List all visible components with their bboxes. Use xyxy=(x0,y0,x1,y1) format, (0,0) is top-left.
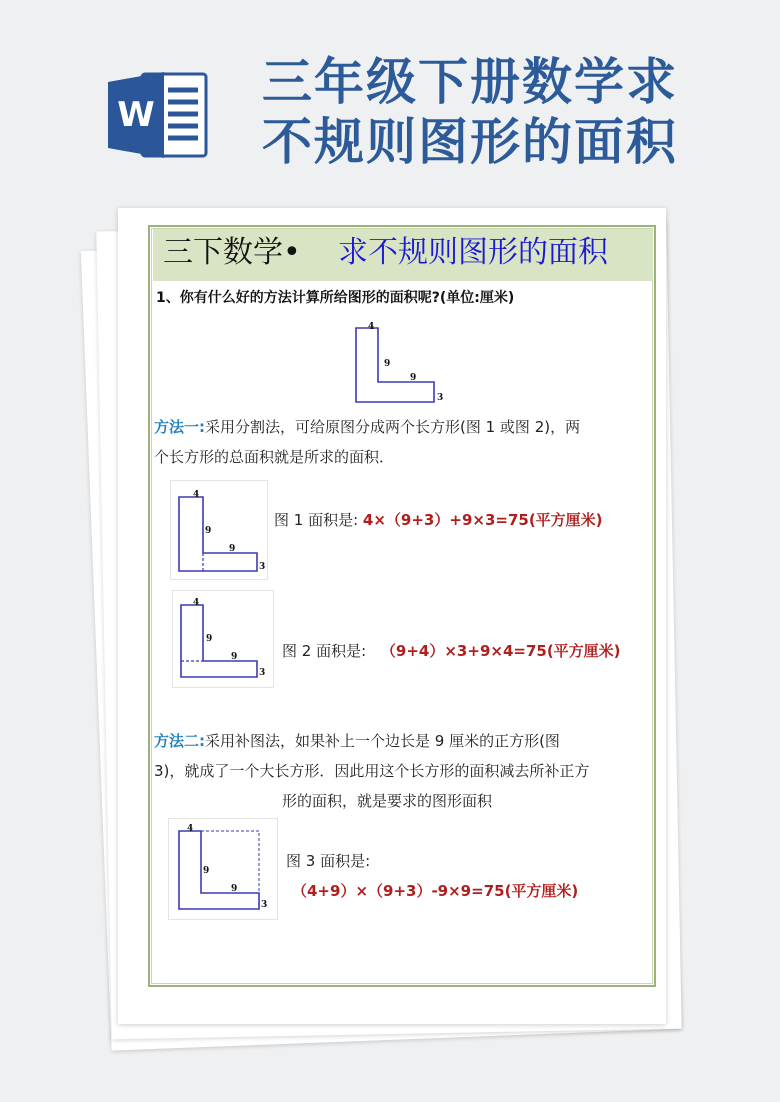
figure-3-formula: （4+9）×（9+3）-9×9=75(平方厘米) xyxy=(292,882,579,900)
header-topic: 求不规则图形的面积 xyxy=(338,235,608,270)
main-l-shape-figure xyxy=(348,320,448,414)
fig2-dim-9-vertical: 9 xyxy=(206,634,213,644)
fig1-dim-9-vertical: 9 xyxy=(205,526,212,536)
method-2-paragraph xyxy=(154,726,654,816)
fig3-dim-4: 4 xyxy=(187,824,194,834)
figure-1-label: 图 1 面积是: xyxy=(274,511,359,529)
method-2-text-line-3: 形的面积，就是要求的图形面积 xyxy=(282,792,493,810)
method-2-text-line-2: 3)，就成了一个大长方形．因此用这个长方形的面积减去所补正方 xyxy=(154,762,590,780)
fig3-dim-9-vertical: 9 xyxy=(203,866,210,876)
method-1-paragraph xyxy=(154,412,654,472)
fig3-dim-3: 3 xyxy=(261,900,268,910)
figure-1-caption xyxy=(274,509,603,530)
figure-2-caption xyxy=(282,640,621,661)
fig2-dim-9-horizontal: 9 xyxy=(231,652,238,662)
word-icon xyxy=(108,72,208,158)
method-1-text-line-1: 采用分割法，可给原图分成两个长方形(图 1 或图 2)，两 xyxy=(205,418,581,436)
fig2-dim-4: 4 xyxy=(193,598,200,608)
svg-text:W: W xyxy=(117,95,155,135)
dim-label-4: 4 xyxy=(368,322,375,332)
hero-title xyxy=(262,52,742,172)
method-2-label: 方法二: xyxy=(154,732,205,750)
dim-label-9-vertical: 9 xyxy=(384,359,391,369)
fig1-dim-4: 4 xyxy=(193,490,200,500)
figure-3-box xyxy=(168,818,278,920)
method-1-text-line-2: 个长方形的总面积就是所求的面积． xyxy=(154,448,395,466)
question-1: 1、你有什么好的方法计算所给图形的面积呢?(单位:厘米) xyxy=(156,290,515,306)
figure-3-caption-label: 图 3 面积是: xyxy=(286,852,371,870)
figure-1-box xyxy=(170,480,268,580)
dim-label-3: 3 xyxy=(437,393,444,403)
method-2-text-line-1: 采用补图法，如果补上一个边长是 9 厘米的正方形(图 xyxy=(205,732,560,750)
dim-label-9-horizontal: 9 xyxy=(410,373,417,383)
header-subject: 三下数学• xyxy=(163,235,301,270)
figure-2-box xyxy=(172,590,274,688)
figure-2-formula: （9+4）×3+9×4=75(平方厘米) xyxy=(380,642,621,660)
fig3-dim-9-horizontal: 9 xyxy=(231,884,238,894)
hero-title-line-2: 不规则图形的面积 xyxy=(262,113,678,171)
fig1-dim-9-horizontal: 9 xyxy=(229,544,236,554)
hero-title-line-1: 三年级下册数学求 xyxy=(262,53,678,111)
method-1-label: 方法一: xyxy=(154,418,205,436)
figure-2-label: 图 2 面积是: xyxy=(282,642,367,660)
figure-1-formula: 4×（9+3）+9×3=75(平方厘米) xyxy=(362,511,603,529)
fig1-dim-3: 3 xyxy=(259,562,266,572)
fig2-dim-3: 3 xyxy=(259,668,266,678)
